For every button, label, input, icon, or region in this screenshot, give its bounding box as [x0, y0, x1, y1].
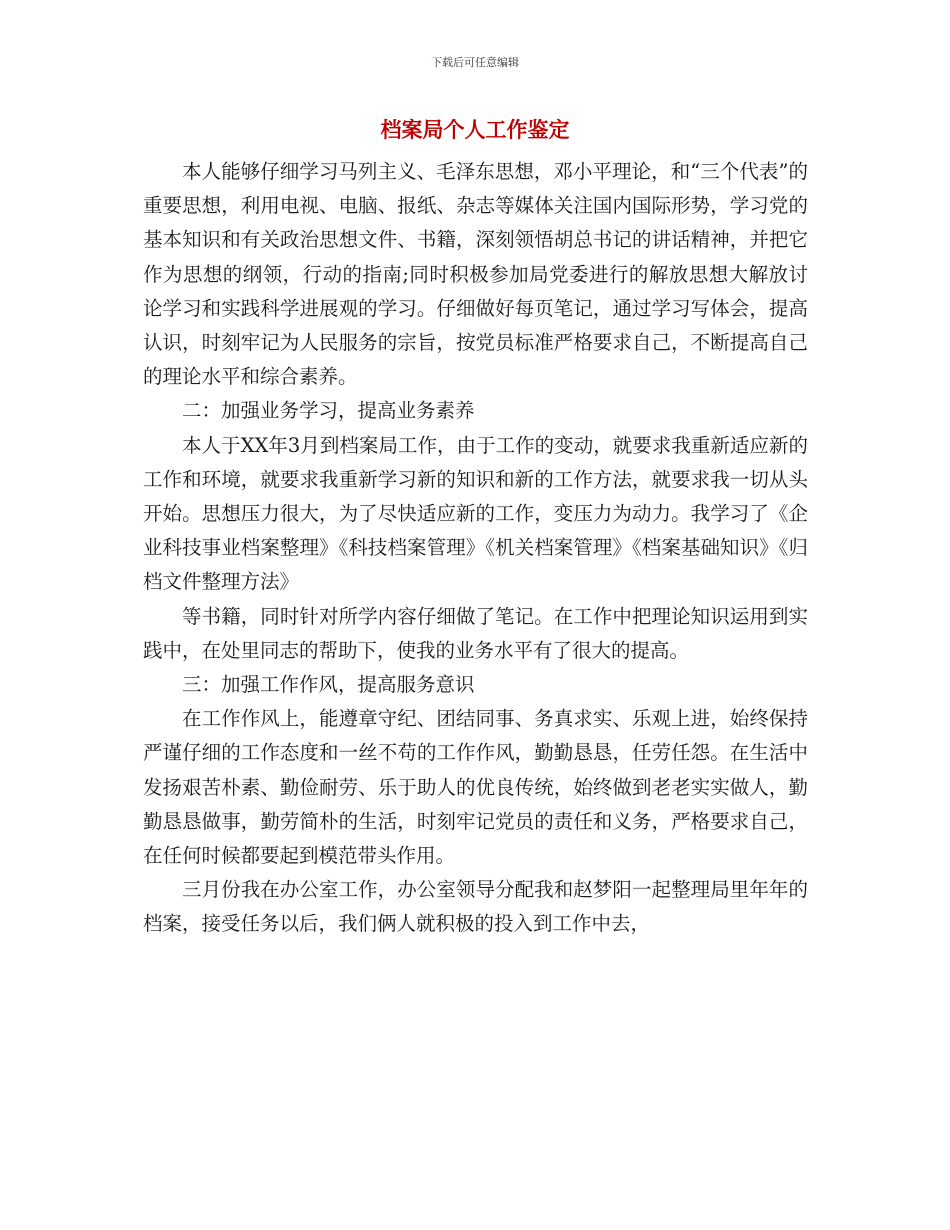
header-note: 下载后可任意编辑 — [431, 56, 519, 69]
paragraph: 本人于XX年3月到档案局工作，由于工作的变动，就要求我重新适应新的工作和环境，就要求我重新学习新的知识和新的工作方法，就要求我一切从头开始。思想压力很大，为了尽快适应新的工作，变压力为动力。我学习了《企业科技事业档案整理》《科技档案管理》《机关档案管理》《档案基础知识》《归档文件整理方法》 — [143, 433, 808, 594]
paragraph: 三月份我在办公室工作，办公室领导分配我和赵梦阳一起整理局里年年的档案，接受任务以后，我们俩人就积极的投入到工作中去， — [143, 878, 808, 936]
document-body — [143, 155, 808, 942]
section-heading: 三：加强工作作风，提高服务意识 — [182, 673, 475, 697]
paragraph: 等书籍，同时针对所学内容仔细做了笔记。在工作中把理论知识运用到实践中，在处里同志的帮助下，使我的业务水平有了很大的提高。 — [143, 604, 808, 662]
section-heading: 二：加强业务学习，提高业务素养 — [182, 399, 475, 423]
paragraph: 本人能够仔细学习马列主义、毛泽东思想，邓小平理论，和“三个代表”的重要思想，利用电视、电脑、报纸、杂志等媒体关注国内国际形势，学习党的基本知识和有关政治思想文件、书籍，深刻领悟胡总书记的讲话精神，并把它作为思想的纲领，行动的指南;同时积极参加局党委进行的解放思想大解放讨论学习和实践科学进展观的学习。仔细做好每页笔记，通过学习写体会，提高认识，时刻牢记为人民服务的宗旨，按党员标准严格要求自己，不断提高自己的理论水平和综合素养。 — [143, 160, 808, 389]
paragraph: 在工作作风上，能遵章守纪、团结同事、务真求实、乐观上进，始终保持严谨仔细的工作态度和一丝不苟的工作作风，勤勤恳恳，任劳任怨。在生活中发扬艰苦朴素、勤俭耐劳、乐于助人的优良传统，始终做到老老实实做人，勤勤恳恳做事，勤劳简朴的生活，时刻牢记党员的责任和义务，严格要求自己，在任何时候都要起到模范带头作用。 — [143, 707, 808, 868]
document-title: 档案局个人工作鉴定 — [380, 117, 570, 142]
